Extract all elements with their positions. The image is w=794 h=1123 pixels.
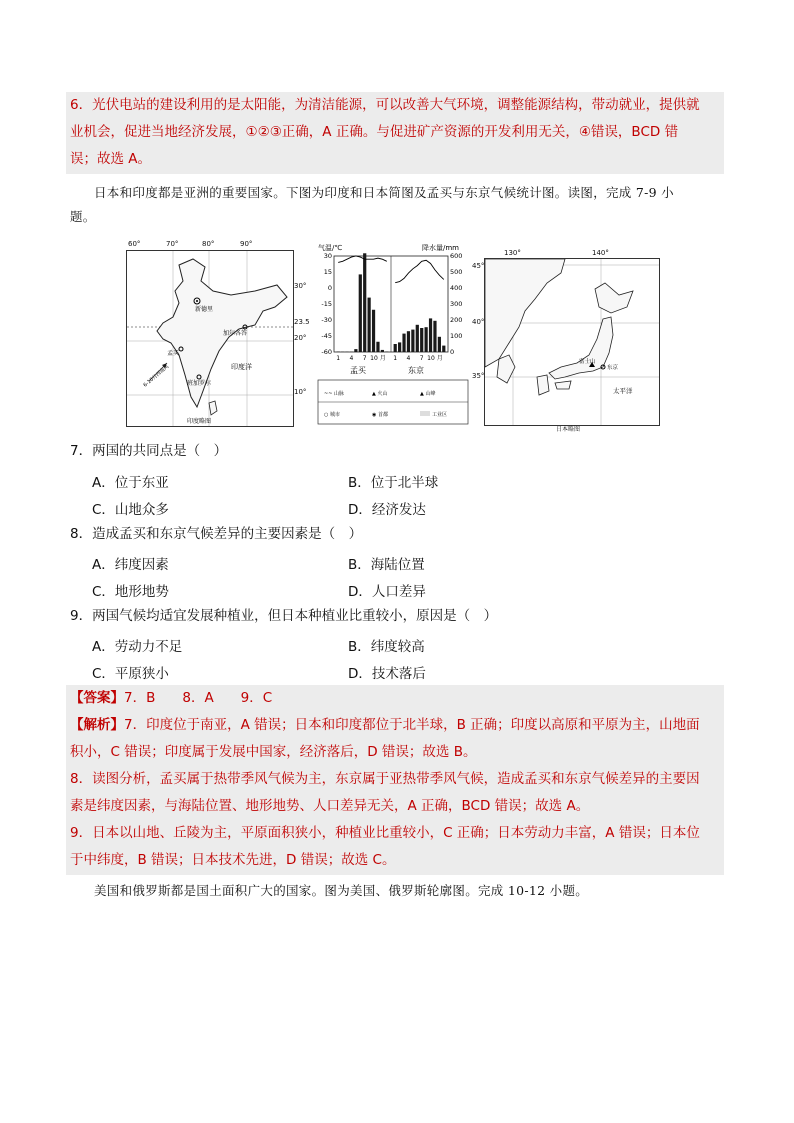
x-tick-label: 1 (393, 355, 398, 362)
mainland-asia (485, 259, 565, 367)
legend-item-0: ~~ 山脉 (324, 391, 344, 397)
temp-line (395, 260, 444, 282)
q8-option-d: D．人口差异 (348, 584, 426, 600)
right-tick-label: 200 (450, 316, 463, 324)
q8-option-b: B．海陆位置 (348, 557, 425, 573)
q7-option-a: A．位于东亚 (92, 475, 169, 491)
q8-option-c: C．地形地势 (92, 584, 169, 600)
city-mumbai: 孟买 (167, 350, 180, 357)
india-outline (157, 259, 287, 407)
lat-30: 30° (294, 282, 307, 290)
question-9-stem: 9．两国气候均适宜发展种植业，但日本种植业比重较小，原因是（ ） (70, 608, 498, 624)
climate-chart (316, 240, 472, 426)
answer-tag: 【答案】 (70, 690, 124, 706)
wind-label: 6-10月西南风 (142, 363, 171, 389)
lon-80: 80° (202, 240, 215, 248)
answer-text: 7．B 8．A 9．C (124, 690, 273, 706)
climate-chart-svg (316, 240, 472, 426)
lon-70: 70° (166, 240, 179, 248)
right-tick-label: 600 (450, 252, 463, 260)
ocean-label: 印度洋 (231, 363, 252, 371)
precip-bar (354, 349, 357, 352)
precip-bar (416, 325, 419, 352)
lon-90: 90° (240, 240, 253, 248)
lon-130: 130° (504, 249, 521, 257)
precip-bar (438, 337, 441, 352)
city-new-delhi: 新德里 (195, 306, 214, 313)
intro-next-questions: 美国和俄罗斯都是国土面积广大的国家。图为美国、俄罗斯轮廓图。完成 10-12 小题。 (94, 883, 589, 898)
left-tick-label: 15 (323, 268, 332, 276)
precip-bar (442, 346, 445, 352)
legend-industry-swatch (420, 411, 430, 416)
india-map-svg (127, 251, 293, 426)
intro-line-1: 日本和印度都是亚洲的重要国家。下图为印度和日本简图及孟买与东京气候统计图。读图，完成 7-9 小 (94, 185, 674, 200)
precip-bar (425, 327, 428, 352)
question-8-stem: 8．造成孟买和东京气候差异的主要因素是（ ） (70, 526, 363, 542)
q7-option-d: D．经济发达 (348, 502, 426, 518)
left-tick-label: 0 (327, 284, 332, 292)
intro-line-2: 题。 (70, 209, 96, 224)
analysis-line-3: 8．读图分析，孟买属于热带季风气候为主，东京属于亚热带季风气候，造成孟买和东京气候差异的主要因 (70, 771, 700, 787)
india-caption: 印度略图 (187, 418, 212, 425)
q9-option-c: C．平原狭小 (92, 666, 169, 682)
legend-item-2: ▲ 山峰 (420, 391, 436, 397)
analysis-line-2: 积小，C 错误；印度属于发展中国家，经济落后，D 错误；故选 B。 (70, 744, 477, 760)
precip-bar (433, 321, 436, 352)
india-lon-labels (126, 240, 292, 250)
precip-bar (394, 344, 397, 352)
city-kolkata: 加尔各答 (223, 330, 248, 337)
right-tick-label: 300 (450, 300, 463, 308)
precip-bar (368, 298, 371, 352)
prev-answer-line-2: 业机会，促进当地经济发展，①②③正确，A 正确。与促进矿产资源的开发利用无关，④错误，BCD 错 (70, 124, 679, 140)
right-tick-label: 100 (450, 332, 463, 340)
answer-line (70, 685, 272, 712)
pacific-label: 太平洋 (613, 387, 633, 395)
lon-140: 140° (592, 249, 609, 257)
q9-option-b: B．纬度较高 (348, 639, 425, 655)
japan-map (484, 258, 660, 426)
x-tick-label: 1 (336, 355, 341, 362)
right-tick-label: 500 (450, 268, 463, 276)
analysis-line-5: 9．日本以山地、丘陵为主，平原面积狭小，种植业比重较小，C 正确；日本劳动力丰富，A 错误；日本位 (70, 825, 700, 841)
lat-45: 45° (472, 262, 485, 270)
japan-lat-labels (472, 258, 486, 424)
prev-answer-line-1: 6．光伏电站的建设利用的是太阳能，为清洁能源，可以改善大气环境，调整能源结构，带动就业，提供就 (70, 97, 700, 113)
india-lat-labels (294, 250, 314, 425)
precip-bar (411, 330, 414, 352)
right-tick-label: 0 (450, 348, 455, 356)
prev-answer-line-3: 误；故选 A。 (70, 151, 152, 167)
x-tick-label: 10 月 (427, 355, 443, 362)
precip-bar (402, 334, 405, 352)
precip-bar (381, 350, 384, 352)
analysis-text-1: 7．印度位于南亚，A 错误；日本和印度都位于北半球，B 正确；印度以高原和平原为主，山地面 (124, 717, 700, 733)
city1-label: 孟买 (350, 366, 366, 375)
analysis-line-4: 素是纬度因素，与海陆位置、地形地势、人口差异无关，A 正确，BCD 错误；故选 A。 (70, 798, 590, 814)
legend-item-1: ▲ 火山 (372, 391, 388, 397)
lat-23-5: 23.5 (294, 318, 310, 326)
temp-line (338, 256, 387, 262)
hokkaido (595, 283, 633, 313)
lat-40: 40° (472, 318, 485, 326)
kyushu (537, 375, 549, 395)
analysis-line-6: 于中纬度，B 错误；日本技术先进，D 错误；故选 C。 (70, 852, 396, 868)
question-7-stem: 7．两国的共同点是（ ） (70, 443, 228, 459)
precip-bar (420, 328, 423, 352)
q7-option-b: B．位于北半球 (348, 475, 439, 491)
korea (497, 355, 515, 383)
fuji-label: 富士山 (579, 359, 596, 365)
lon-60: 60° (128, 240, 141, 248)
analysis-tag: 【解析】 (70, 717, 124, 733)
precip-bar (398, 342, 401, 352)
lat-10: 10° (294, 388, 307, 396)
honshu (549, 317, 613, 379)
left-tick-label: 30 (323, 252, 332, 260)
x-tick-label: 7 (362, 355, 367, 362)
shikoku (555, 381, 571, 389)
tokyo-label: 东京 (607, 365, 619, 371)
precip-bar (407, 331, 410, 352)
legend-item-3: ○ 城市 (324, 412, 340, 418)
precip-bar (363, 253, 366, 352)
japan-caption: 日本略图 (556, 426, 581, 433)
q9-option-a: A．劳动力不足 (92, 639, 183, 655)
x-tick-label: 7 (419, 355, 424, 362)
precip-bar (359, 274, 362, 352)
legend-item-4: ◉ 首都 (372, 412, 388, 418)
city2-label: 东京 (408, 366, 424, 375)
japan-lon-labels (484, 249, 658, 259)
x-tick-label: 10 月 (370, 355, 386, 362)
q8-option-a: A．纬度因素 (92, 557, 169, 573)
city-bangalore: 班加罗尔 (187, 380, 212, 387)
precip-bar (429, 318, 432, 352)
india-map (126, 250, 294, 427)
right-axis-title: 降水量/mm (422, 244, 459, 252)
precip-bar (372, 310, 375, 352)
japan-map-svg (485, 259, 659, 425)
x-tick-label: 4 (406, 355, 411, 362)
left-tick-label: -45 (321, 332, 332, 340)
lat-35: 35° (472, 372, 485, 380)
left-tick-label: -15 (321, 300, 332, 308)
left-tick-label: -60 (321, 348, 332, 356)
precip-bar (376, 342, 379, 352)
lat-20: 20° (294, 334, 307, 342)
right-tick-label: 400 (450, 284, 463, 292)
analysis-line-1 (70, 712, 700, 739)
q9-option-d: D．技术落后 (348, 666, 426, 682)
left-axis-title: 气温/℃ (318, 244, 343, 252)
legend-item-5: 工业区 (432, 412, 448, 418)
q7-option-c: C．山地众多 (92, 502, 169, 518)
x-tick-label: 4 (349, 355, 354, 362)
sri-lanka (209, 401, 217, 415)
left-tick-label: -30 (321, 316, 332, 324)
